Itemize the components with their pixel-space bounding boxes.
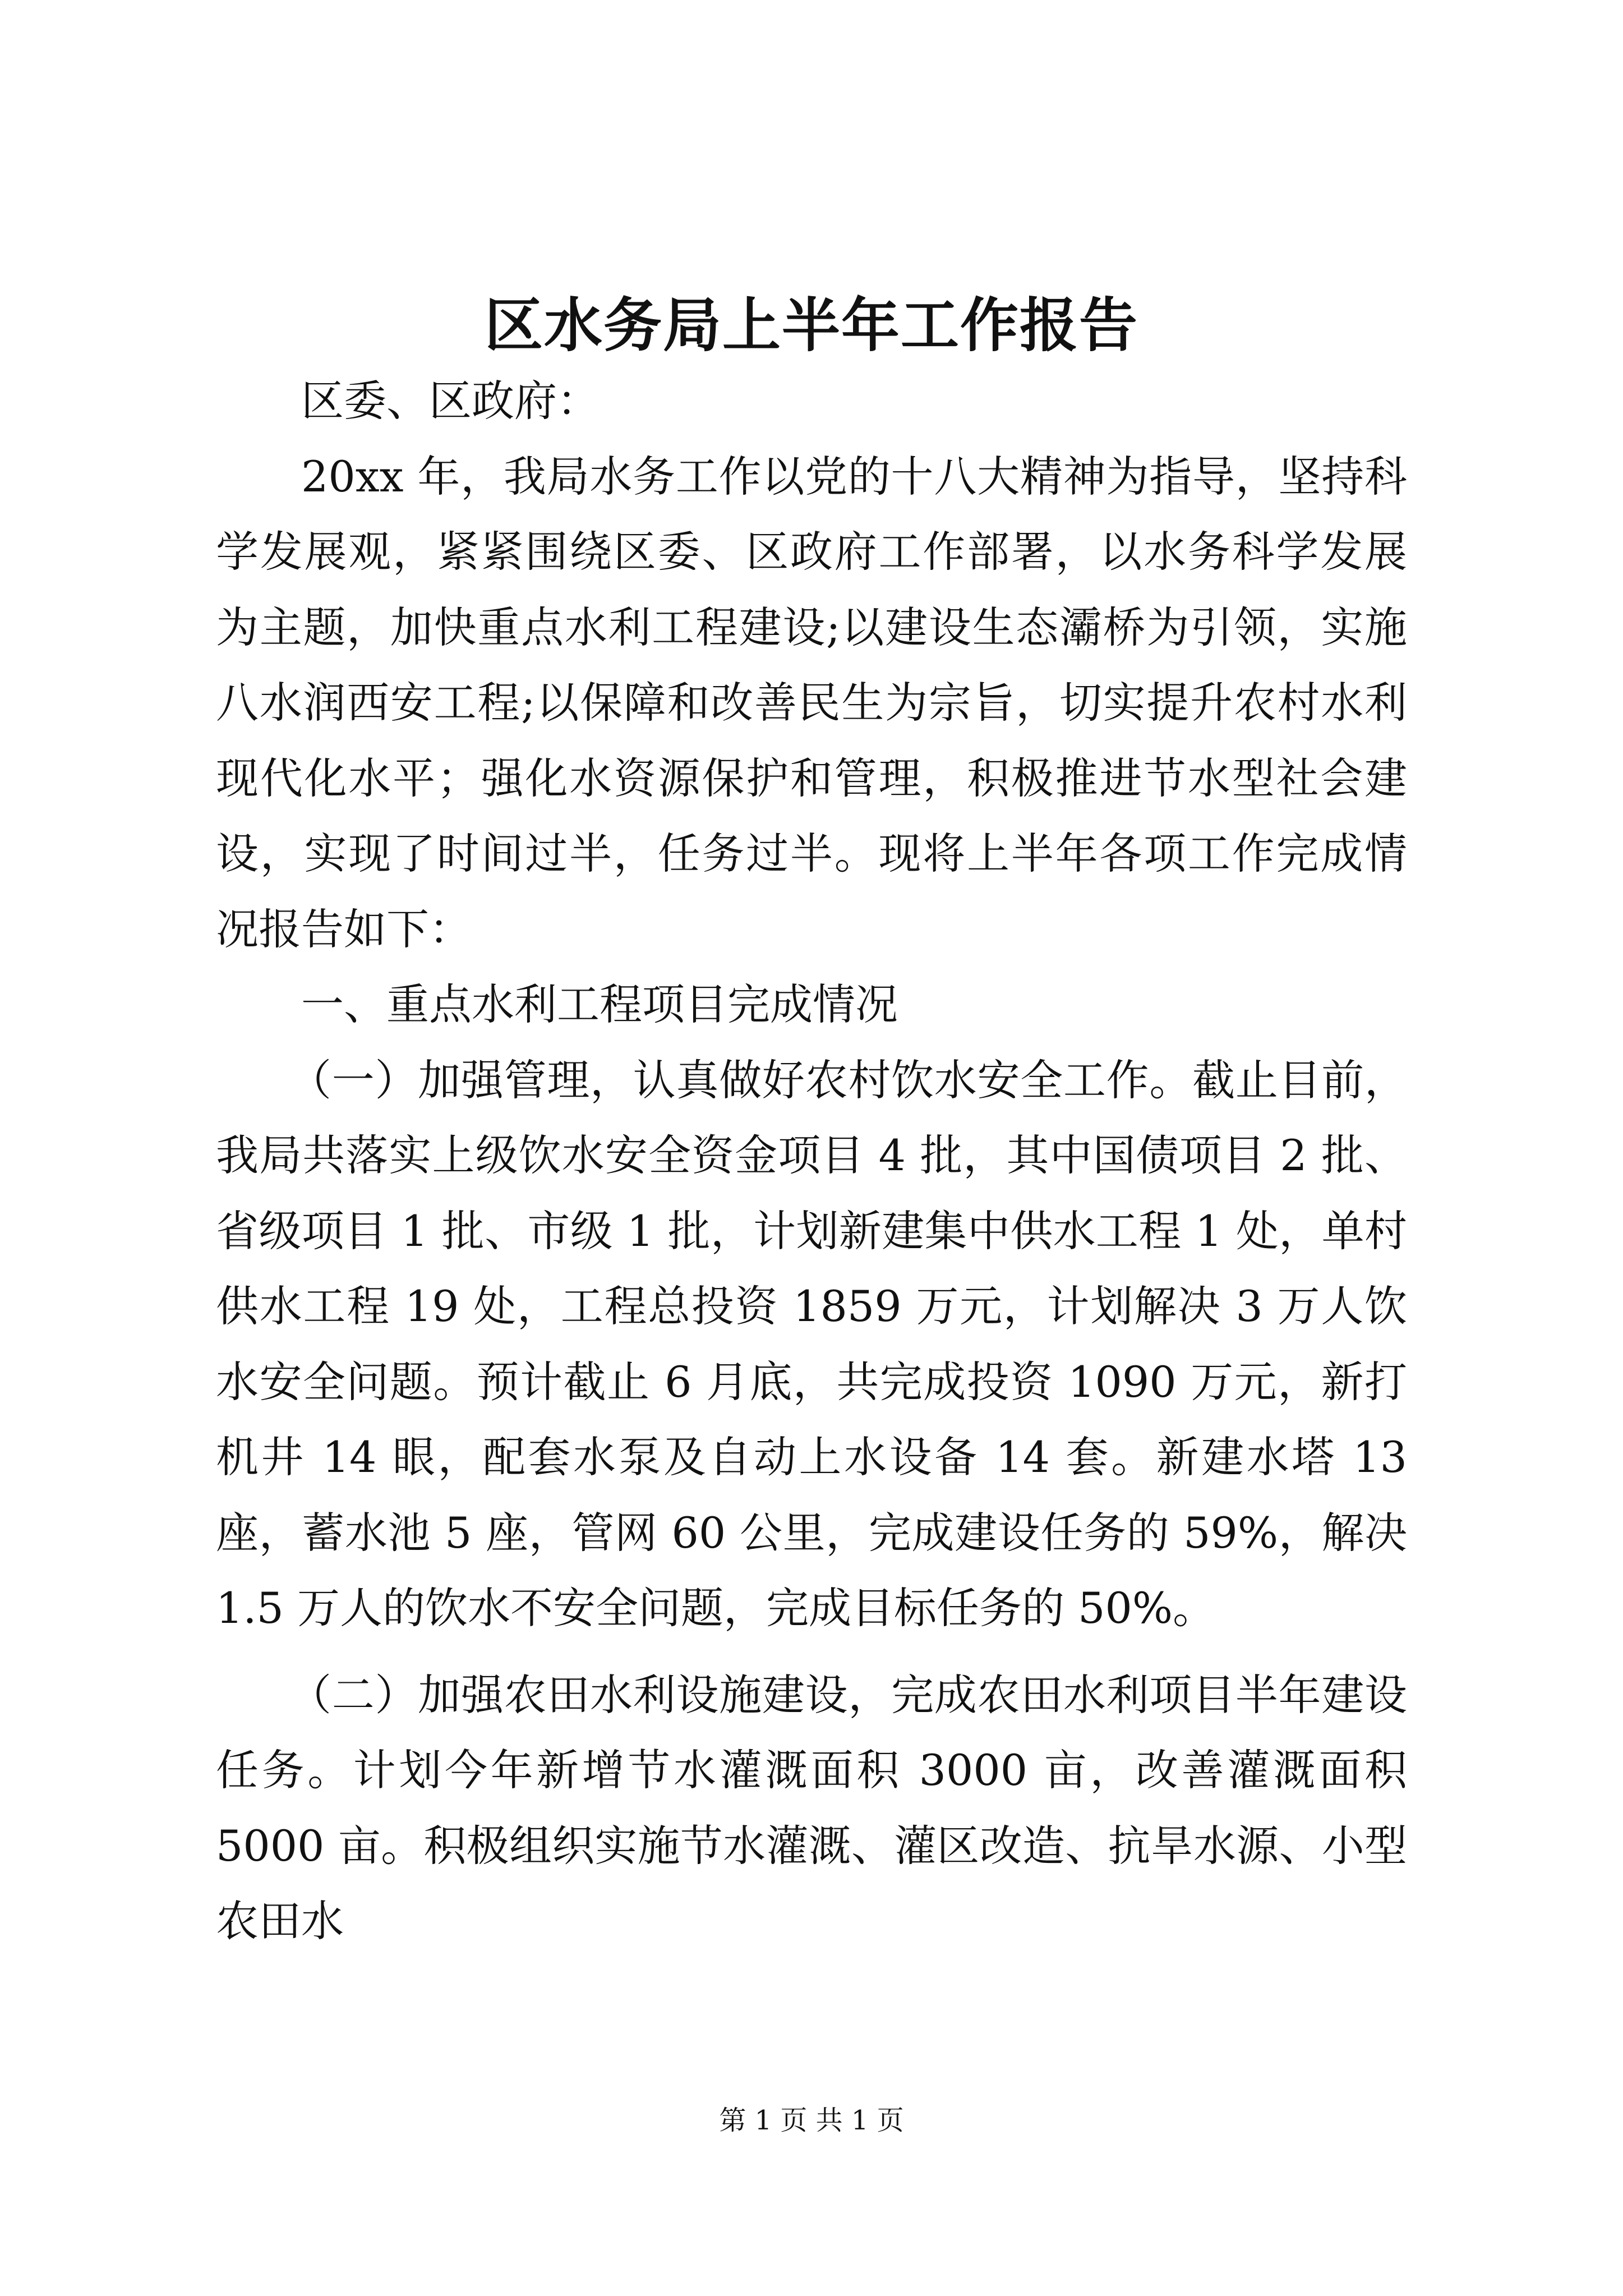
salutation: 区委、区政府： (301, 376, 600, 426)
document-body (216, 364, 1407, 1959)
document-title: 区水务局上半年工作报告 (484, 291, 1138, 360)
section-heading: 一、重点水利工程项目完成情况 (301, 979, 898, 1029)
paragraph-farmland-irrigation: （二）加强农田水利设施建设，完成农田水利项目半年建设任务。计划今年新增节水灌溉面积 3000 亩，改善灌溉面积 5000 亩。积极组织实施节水灌溉、灌区改造、抗旱水源、小型农田水 (216, 1669, 1407, 1946)
paragraph-drinking-water: （一）加强管理，认真做好农村饮水安全工作。截止目前，我局共落实上级饮水安全资金项目 4 批，其中国债项目 2 批、省级项目 1 批、市级 1 批，计划新建集中供水工程 1 处，单村供水工程 19 处，工程总投资 1859 万元，计划解决 3 万人饮水安全问题。预计截止 6 月底，共完成投资 1090 万元，新打机井 14 眼，配套水泵及自动上水设备 14 套。新建水塔 13 座，蓄水池 5 座，管网 60 公里，完成建设任务的 59%，解决 1.5 万人的饮水不安全问题，完成目标任务的 50%。 (216, 1055, 1407, 1633)
paragraph-intro: 20xx 年，我局水务工作以党的十八大精神为指导，坚持科学发展观，紧紧围绕区委、区政府工作部署，以水务科学发展为主题，加快重点水利工程建设;以建设生态灞桥为引领，实施八水润西安工程;以保障和改善民生为宗旨，切实提升农村水利现代化水平；强化水资源保护和管理，积极推进节水型社会建设，实现了时间过半，任务过半。现将上半年各项工作完成情况报告如下： (216, 451, 1407, 954)
page-footer: 第 1 页 共 1 页 (719, 2105, 904, 2136)
